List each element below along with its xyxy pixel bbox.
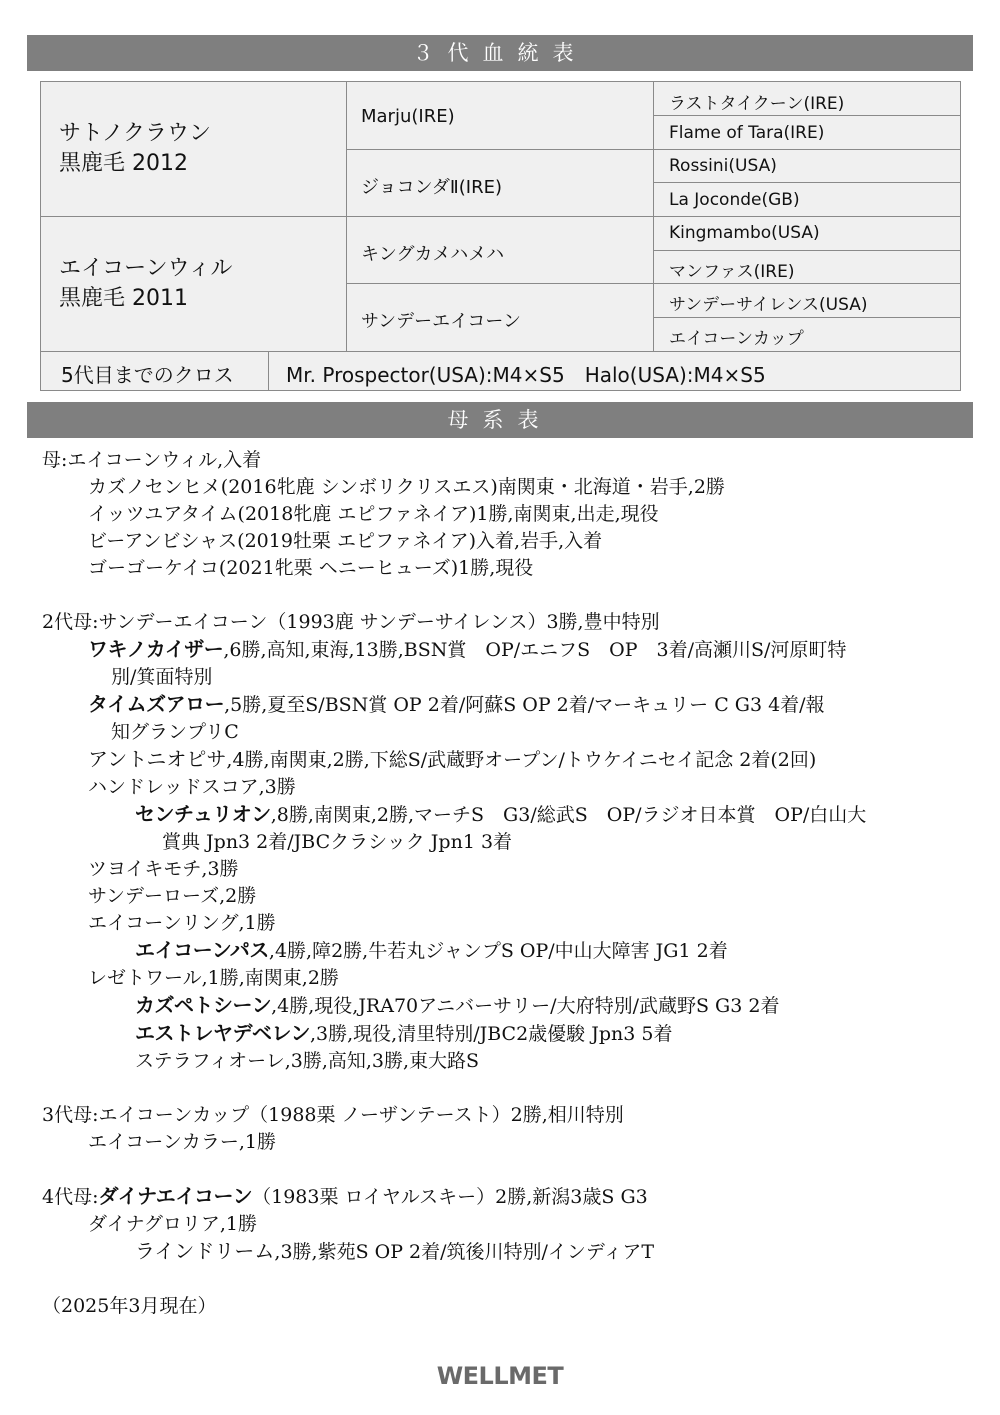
cross-value: Mr. Prospector(USA):M4×S5 Halo(USA):M4×S5 <box>286 363 766 387</box>
entry-continuation: 賞典 Jpn3 2着/JBCクラシック Jpn1 3着 <box>162 831 513 853</box>
ancestor-6: マンファス(IRE) <box>669 262 795 282</box>
sire-cell <box>59 119 211 179</box>
entry-continuation: 知グランプリC <box>111 721 239 743</box>
dam-foal: イッツユアタイム(2018牝鹿 エピファネイア)1勝,南関東,出走,現役 <box>88 503 659 525</box>
winner-name: カズペトシーン <box>135 993 272 1017</box>
dam-info: 黒鹿毛 2011 <box>59 286 188 311</box>
winner-name: タイムズアロー <box>88 692 225 716</box>
dam-cell <box>59 254 232 314</box>
ancestor-2: Flame of Tara(IRE) <box>669 123 825 143</box>
brand-logo: WELLMET <box>436 1362 564 1390</box>
descendant-entry: ダイナグロリア,1勝 <box>88 1213 257 1235</box>
descendant-entry: ハンドレッドスコア,3勝 <box>88 776 296 798</box>
family-title-bar: 母系表 <box>27 402 973 438</box>
pedigree-title-bar: ３代血統表 <box>27 35 973 71</box>
descendant-entry: ステラフィオーレ,3勝,高知,3勝,東大路S <box>135 1050 480 1072</box>
ancestor-7: サンデーサイレンス(USA) <box>669 295 868 315</box>
descendant-entry: エイコーンパス,4勝,障2勝,牛若丸ジャンプS OP/中山大障害 JG1 2着 <box>135 938 728 962</box>
dam-foal: カズノセンヒメ(2016牝鹿 シンボリクリスエス)南関東・北海道・岩手,2勝 <box>88 476 725 498</box>
descendant-entry: センチュリオン,8勝,南関東,2勝,マーチS G3/総武S OP/ラジオ日本賞 OP/白山大 <box>135 802 867 826</box>
ancestor-3: Rossini(USA) <box>669 156 777 176</box>
dam-foal: ゴーゴーケイコ(2021牝栗 ヘニーヒューズ)1勝,現役 <box>88 557 534 579</box>
ancestor-1: ラストタイクーン(IRE) <box>669 94 845 114</box>
sire-sire: Marju(IRE) <box>361 106 455 127</box>
descendant-entry: ラインドリーム,3勝,紫苑S OP 2着/筑後川特別/インディアT <box>135 1239 655 1263</box>
entry-continuation: 別/箕面特別 <box>111 666 213 688</box>
descendant-entry: アントニオピサ,4勝,南関東,2勝,下総S/武蔵野オープン/トウケイニセイ記念 2着(2回) <box>88 747 817 771</box>
winner-name: エストレヤデベレン <box>135 1021 310 1045</box>
descendant-entry: タイムズアロー,5勝,夏至S/BSN賞 OP 2着/阿蘇S OP 2着/マーキュリー C G3 4着/報 <box>88 692 825 716</box>
dam-name: エイコーンウィル <box>59 256 233 281</box>
dam-sire: キングカメハメハ <box>361 244 505 265</box>
family-list <box>42 447 972 1320</box>
dam-line: 母:エイコーンウィル,入着 <box>42 449 262 471</box>
ancestor-5: Kingmambo(USA) <box>669 223 820 243</box>
descendant-entry: ワキノカイザー,6勝,高知,東海,13勝,BSN賞 OP/エニフS OP 3着/高瀬川S/河原町特 <box>88 637 847 661</box>
ancestor-4: La Joconde(GB) <box>669 190 800 210</box>
winner-name: エイコーンパス <box>135 938 269 962</box>
descendant-entry: カズペトシーン,4勝,現役,JRA70アニバーサリー/大府特別/武蔵野S G3 2着 <box>135 993 780 1017</box>
descendant-entry: ツヨイキモチ,3勝 <box>88 858 239 880</box>
winner-name: ワキノカイザー <box>88 637 224 661</box>
descendant-entry: サンデーローズ,2勝 <box>88 885 257 907</box>
dam-foal: ビーアンビシャス(2019牡栗 エピファネイア)入着,岩手,入着 <box>88 530 603 552</box>
runner-name: ラインドリーム <box>135 1239 275 1263</box>
winner-name: センチュリオン <box>135 802 271 826</box>
sire-info: 黒鹿毛 2012 <box>59 151 188 176</box>
dam-dam: サンデーエイコーン <box>361 311 522 332</box>
third-dam-line: 3代母:エイコーンカップ（1988栗 ノーザンテースト）2勝,相川特別 <box>42 1104 624 1126</box>
cross-label: 5代目までのクロス <box>61 363 234 387</box>
runner-name: アントニオピサ <box>88 747 227 771</box>
fourth-dam-line: 4代母:ダイナエイコーン（1983栗 ロイヤルスキー）2勝,新潟3歳S G3 <box>42 1184 648 1208</box>
descendant-entry: エストレヤデベレン,3勝,現役,清里特別/JBC2歳優駿 Jpn3 5着 <box>135 1021 673 1045</box>
descendant-entry: エイコーンリング,1勝 <box>88 912 276 934</box>
sire-dam: ジョコンダⅡ(IRE) <box>361 177 503 198</box>
pedigree-table <box>40 81 961 391</box>
date-note: （2025年3月現在） <box>42 1295 217 1317</box>
ancestor-8: エイコーンカップ <box>669 329 804 349</box>
winner-name: ダイナエイコーン <box>98 1184 253 1208</box>
descendant-entry: エイコーンカラー,1勝 <box>88 1131 276 1153</box>
sire-name: サトノクラウン <box>59 121 212 146</box>
descendant-entry: レゼトワール,1勝,南関東,2勝 <box>88 967 339 989</box>
second-dam-line: 2代母:サンデーエイコーン（1993鹿 サンデーサイレンス）3勝,豊中特別 <box>42 611 660 633</box>
